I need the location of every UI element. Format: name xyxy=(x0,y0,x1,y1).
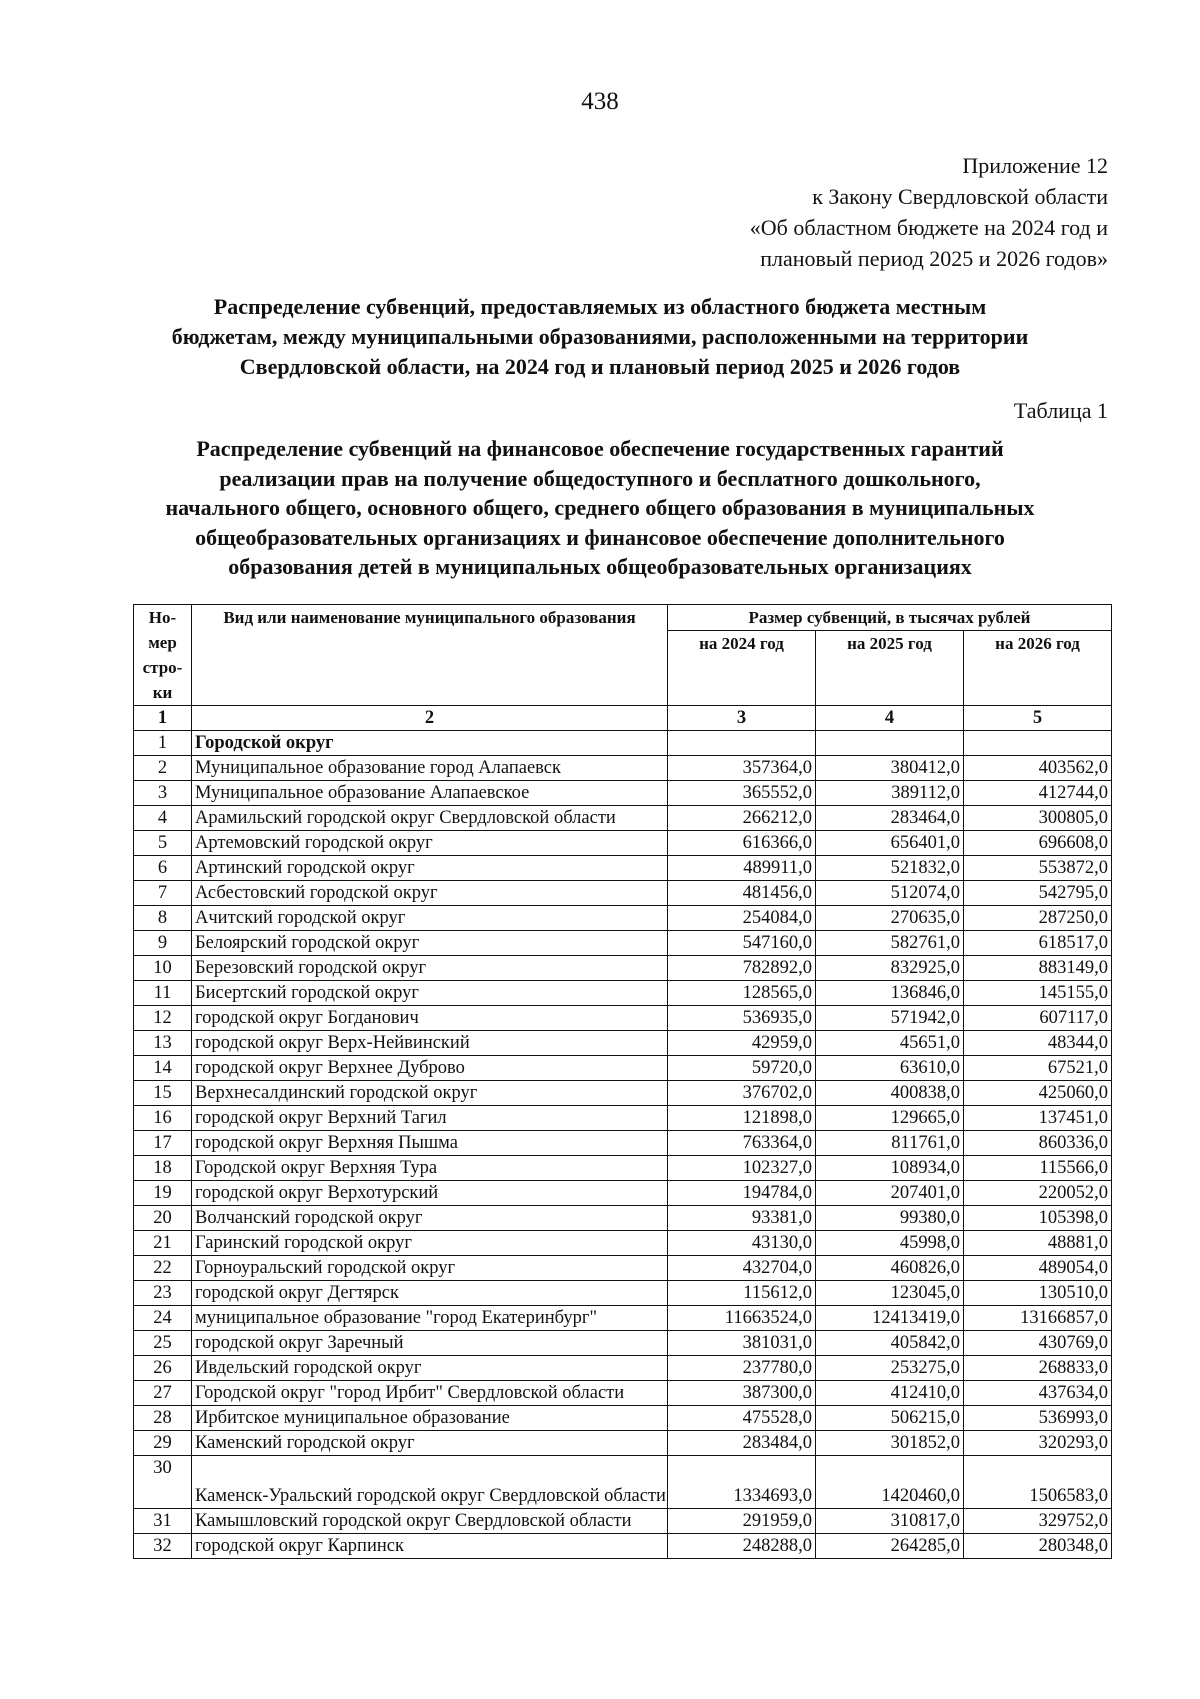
amount-2024: 115612,0 xyxy=(668,1281,816,1306)
table-row xyxy=(134,1056,1112,1081)
amount-2026: 542795,0 xyxy=(964,881,1112,906)
amount-2024: 102327,0 xyxy=(668,1156,816,1181)
amount-2025: 405842,0 xyxy=(816,1331,964,1356)
row-number: 21 xyxy=(134,1231,192,1256)
amount-2024: 121898,0 xyxy=(668,1106,816,1131)
municipality-name: Белоярский городской округ xyxy=(192,931,668,956)
amount-2024: 782892,0 xyxy=(668,956,816,981)
municipality-name: Горноуральский городской округ xyxy=(192,1256,668,1281)
subsidy-table xyxy=(133,604,1112,1559)
amount-2026: 115566,0 xyxy=(964,1156,1112,1181)
row-number: 16 xyxy=(134,1106,192,1131)
table-row xyxy=(134,1381,1112,1406)
appendix-line: к Закону Свердловской области xyxy=(812,184,1108,209)
amount-2024: 547160,0 xyxy=(668,931,816,956)
amount-2024: 763364,0 xyxy=(668,1131,816,1156)
row-number: 1 xyxy=(134,731,192,756)
row-number: 17 xyxy=(134,1131,192,1156)
header-amount-group: Размер субвенций, в тысячах рублей xyxy=(668,605,1112,631)
amount-2024: 376702,0 xyxy=(668,1081,816,1106)
amount-2024: 266212,0 xyxy=(668,806,816,831)
row-number: 13 xyxy=(134,1031,192,1056)
amount-2025: 63610,0 xyxy=(816,1056,964,1081)
amount-2024: 42959,0 xyxy=(668,1031,816,1056)
subtitle-line: образования детей в муниципальных общеобразовательных организациях xyxy=(228,554,972,579)
row-number: 25 xyxy=(134,1331,192,1356)
amount-2026: 425060,0 xyxy=(964,1081,1112,1106)
municipality-name: Гаринский городской округ xyxy=(192,1231,668,1256)
amount-2026: 489054,0 xyxy=(964,1256,1112,1281)
amount-2025: 310817,0 xyxy=(816,1509,964,1534)
header-municipality: Вид или наименование муниципального образования xyxy=(192,605,668,706)
appendix-note xyxy=(750,150,1108,274)
municipality-name: Муниципальное образование город Алапаевск xyxy=(192,756,668,781)
amount-2025: 108934,0 xyxy=(816,1156,964,1181)
amount-2026: 618517,0 xyxy=(964,931,1112,956)
amount-2025: 123045,0 xyxy=(816,1281,964,1306)
amount-2025: 512074,0 xyxy=(816,881,964,906)
title-line: бюджетам, между муниципальными образованиями, расположенными на территории xyxy=(171,324,1029,349)
amount-2025 xyxy=(816,731,964,756)
amount-2025: 460826,0 xyxy=(816,1256,964,1281)
amount-2026: 430769,0 xyxy=(964,1331,1112,1356)
table-row xyxy=(134,1081,1112,1106)
table-row xyxy=(134,1106,1112,1131)
amount-2026: 1506583,0 xyxy=(964,1456,1112,1509)
subtitle-line: Распределение субвенций на финансовое обеспечение государственных гарантий xyxy=(196,436,1004,461)
amount-2024 xyxy=(668,731,816,756)
table-row xyxy=(134,881,1112,906)
municipality-name: Городской округ Верхняя Тура xyxy=(192,1156,668,1181)
amount-2026: 320293,0 xyxy=(964,1431,1112,1456)
amount-2026: 860336,0 xyxy=(964,1131,1112,1156)
amount-2026: 287250,0 xyxy=(964,906,1112,931)
municipality-name: Артинский городской округ xyxy=(192,856,668,881)
row-number: 14 xyxy=(134,1056,192,1081)
row-number: 22 xyxy=(134,1256,192,1281)
amount-2024: 254084,0 xyxy=(668,906,816,931)
table-label: Таблица 1 xyxy=(1013,398,1108,423)
column-number: 3 xyxy=(668,706,816,731)
row-number: 6 xyxy=(134,856,192,881)
municipality-name: Артемовский городской округ xyxy=(192,831,668,856)
amount-2025: 129665,0 xyxy=(816,1106,964,1131)
appendix-line: плановый период 2025 и 2026 годов» xyxy=(760,246,1108,271)
amount-2024: 1334693,0 xyxy=(668,1456,816,1509)
amount-2024: 59720,0 xyxy=(668,1056,816,1081)
column-number: 2 xyxy=(192,706,668,731)
row-number: 2 xyxy=(134,756,192,781)
municipality-name: Бисертский городской округ xyxy=(192,981,668,1006)
municipality-name: Городской округ "город Ирбит" Свердловской области xyxy=(192,1381,668,1406)
amount-2026: 329752,0 xyxy=(964,1509,1112,1534)
page-number: 438 xyxy=(581,88,619,115)
amount-2024: 475528,0 xyxy=(668,1406,816,1431)
amount-2026 xyxy=(964,731,1112,756)
table-row xyxy=(134,1131,1112,1156)
municipality-name: Верхнесалдинский городской округ xyxy=(192,1081,668,1106)
amount-2024: 536935,0 xyxy=(668,1006,816,1031)
row-number: 24 xyxy=(134,1306,192,1331)
table-row xyxy=(134,1431,1112,1456)
municipality-name: Ачитский городской округ xyxy=(192,906,668,931)
row-number: 28 xyxy=(134,1406,192,1431)
row-number: 7 xyxy=(134,881,192,906)
municipality-name: городской округ Верхнее Дуброво xyxy=(192,1056,668,1081)
municipality-name: Камышловский городской округ Свердловской области xyxy=(192,1509,668,1534)
amount-2026: 553872,0 xyxy=(964,856,1112,881)
title-line: Распределение субвенций, предоставляемых из областного бюджета местным xyxy=(213,294,987,319)
amount-2026: 137451,0 xyxy=(964,1106,1112,1131)
amount-2024: 489911,0 xyxy=(668,856,816,881)
amount-2026: 300805,0 xyxy=(964,806,1112,831)
municipality-name: Волчанский городской округ xyxy=(192,1206,668,1231)
municipality-name: городской округ Верхний Тагил xyxy=(192,1106,668,1131)
row-number: 18 xyxy=(134,1156,192,1181)
row-number: 8 xyxy=(134,906,192,931)
appendix-line: «Об областном бюджете на 2024 год и xyxy=(749,215,1108,240)
amount-2026: 268833,0 xyxy=(964,1356,1112,1381)
table-row xyxy=(134,1206,1112,1231)
table-row xyxy=(134,831,1112,856)
municipality-name: Городской округ xyxy=(192,731,668,756)
amount-2024: 365552,0 xyxy=(668,781,816,806)
amount-2024: 93381,0 xyxy=(668,1206,816,1231)
municipality-name: Березовский городской округ xyxy=(192,956,668,981)
table-row xyxy=(134,781,1112,806)
table-row xyxy=(134,1306,1112,1331)
amount-2025: 283464,0 xyxy=(816,806,964,831)
amount-2025: 582761,0 xyxy=(816,931,964,956)
table-row xyxy=(134,1331,1112,1356)
row-number: 19 xyxy=(134,1181,192,1206)
municipality-name: городской округ Дегтярск xyxy=(192,1281,668,1306)
amount-2025: 270635,0 xyxy=(816,906,964,931)
amount-2024: 283484,0 xyxy=(668,1431,816,1456)
row-number: 4 xyxy=(134,806,192,831)
row-number: 11 xyxy=(134,981,192,1006)
amount-2024: 616366,0 xyxy=(668,831,816,856)
row-number: 20 xyxy=(134,1206,192,1231)
table-row xyxy=(134,1356,1112,1381)
row-number: 31 xyxy=(134,1509,192,1534)
amount-2025: 521832,0 xyxy=(816,856,964,881)
amount-2025: 45998,0 xyxy=(816,1231,964,1256)
amount-2024: 432704,0 xyxy=(668,1256,816,1281)
row-number: 29 xyxy=(134,1431,192,1456)
subtitle-line: общеобразовательных организациях и финансовое обеспечение дополнительного xyxy=(195,524,1005,550)
row-number: 9 xyxy=(134,931,192,956)
row-number: 32 xyxy=(134,1534,192,1559)
amount-2024: 387300,0 xyxy=(668,1381,816,1406)
amount-2025: 45651,0 xyxy=(816,1031,964,1056)
column-number: 1 xyxy=(134,706,192,731)
amount-2026: 220052,0 xyxy=(964,1181,1112,1206)
amount-2026: 437634,0 xyxy=(964,1381,1112,1406)
amount-2025: 136846,0 xyxy=(816,981,964,1006)
amount-2024: 237780,0 xyxy=(668,1356,816,1381)
municipality-name: городской округ Богданович xyxy=(192,1006,668,1031)
header-row-number: Но- мер стро- ки xyxy=(134,605,192,706)
column-numbers-row xyxy=(134,706,1112,731)
table-row xyxy=(134,981,1112,1006)
table-row xyxy=(134,856,1112,881)
table-row xyxy=(134,1534,1112,1559)
amount-2026: 536993,0 xyxy=(964,1406,1112,1431)
municipality-name: Ивдельский городской округ xyxy=(192,1356,668,1381)
municipality-name: Асбестовский городской округ xyxy=(192,881,668,906)
amount-2025: 832925,0 xyxy=(816,956,964,981)
municipality-name: городской округ Карпинск xyxy=(192,1534,668,1559)
amount-2026: 403562,0 xyxy=(964,756,1112,781)
amount-2026: 130510,0 xyxy=(964,1281,1112,1306)
amount-2026: 883149,0 xyxy=(964,956,1112,981)
row-number: 10 xyxy=(134,956,192,981)
amount-2024: 291959,0 xyxy=(668,1509,816,1534)
municipality-name: городской округ Верх-Нейвинский xyxy=(192,1031,668,1056)
municipality-name: муниципальное образование "город Екатеринбург" xyxy=(192,1306,668,1331)
amount-2026: 607117,0 xyxy=(964,1006,1112,1031)
column-number: 5 xyxy=(964,706,1112,731)
row-number: 3 xyxy=(134,781,192,806)
municipality-name: городской округ Верхотурский xyxy=(192,1181,668,1206)
amount-2024: 128565,0 xyxy=(668,981,816,1006)
table-title xyxy=(110,434,1090,582)
table-row xyxy=(134,1406,1112,1431)
document-title xyxy=(110,292,1090,382)
amount-2024: 11663524,0 xyxy=(668,1306,816,1331)
municipality-name: Каменский городской округ xyxy=(192,1431,668,1456)
table-row xyxy=(134,1456,1112,1509)
amount-2025: 12413419,0 xyxy=(816,1306,964,1331)
table-row xyxy=(134,1181,1112,1206)
amount-2026: 412744,0 xyxy=(964,781,1112,806)
amount-2024: 194784,0 xyxy=(668,1181,816,1206)
column-number: 4 xyxy=(816,706,964,731)
table-row xyxy=(134,1509,1112,1534)
table-row xyxy=(134,1031,1112,1056)
title-line: Свердловской области, на 2024 год и плановый период 2025 и 2026 годов xyxy=(239,354,961,379)
amount-2025: 811761,0 xyxy=(816,1131,964,1156)
amount-2025: 380412,0 xyxy=(816,756,964,781)
table-row xyxy=(134,1281,1112,1306)
municipality-name: городской округ Верхняя Пышма xyxy=(192,1131,668,1156)
row-number: 27 xyxy=(134,1381,192,1406)
table-row xyxy=(134,931,1112,956)
table-row xyxy=(134,731,1112,756)
amount-2025: 571942,0 xyxy=(816,1006,964,1031)
header-year-2025: на 2025 год xyxy=(816,631,964,706)
amount-2025: 389112,0 xyxy=(816,781,964,806)
table-row xyxy=(134,956,1112,981)
subtitle-line: начального общего, основного общего, среднего общего образования в муниципальных xyxy=(165,495,1035,520)
amount-2026: 13166857,0 xyxy=(964,1306,1112,1331)
row-number: 23 xyxy=(134,1281,192,1306)
amount-2026: 280348,0 xyxy=(964,1534,1112,1559)
amount-2025: 264285,0 xyxy=(816,1534,964,1559)
amount-2026: 48344,0 xyxy=(964,1031,1112,1056)
amount-2024: 357364,0 xyxy=(668,756,816,781)
municipality-name: Муниципальное образование Алапаевское xyxy=(192,781,668,806)
amount-2024: 43130,0 xyxy=(668,1231,816,1256)
amount-2026: 696608,0 xyxy=(964,831,1112,856)
table-row xyxy=(134,756,1112,781)
table-row xyxy=(134,806,1112,831)
municipality-name: Каменск-Уральский городской округ Свердловской области xyxy=(192,1456,668,1509)
amount-2026: 48881,0 xyxy=(964,1231,1112,1256)
amount-2026: 67521,0 xyxy=(964,1056,1112,1081)
header-year-2024: на 2024 год xyxy=(668,631,816,706)
table-row xyxy=(134,1006,1112,1031)
amount-2025: 99380,0 xyxy=(816,1206,964,1231)
municipality-name: Ирбитское муниципальное образование xyxy=(192,1406,668,1431)
amount-2026: 105398,0 xyxy=(964,1206,1112,1231)
amount-2025: 506215,0 xyxy=(816,1406,964,1431)
amount-2024: 248288,0 xyxy=(668,1534,816,1559)
amount-2025: 1420460,0 xyxy=(816,1456,964,1509)
amount-2025: 207401,0 xyxy=(816,1181,964,1206)
municipality-name: городской округ Заречный xyxy=(192,1331,668,1356)
amount-2025: 412410,0 xyxy=(816,1381,964,1406)
municipality-name: Арамильский городской округ Свердловской области xyxy=(192,806,668,831)
row-number: 12 xyxy=(134,1006,192,1031)
amount-2026: 145155,0 xyxy=(964,981,1112,1006)
row-number: 30 xyxy=(134,1456,192,1509)
amount-2025: 656401,0 xyxy=(816,831,964,856)
appendix-line: Приложение 12 xyxy=(962,153,1108,178)
table-row xyxy=(134,1256,1112,1281)
amount-2024: 481456,0 xyxy=(668,881,816,906)
row-number: 15 xyxy=(134,1081,192,1106)
amount-2025: 301852,0 xyxy=(816,1431,964,1456)
header-year-2026: на 2026 год xyxy=(964,631,1112,706)
table-row xyxy=(134,1156,1112,1181)
row-number: 5 xyxy=(134,831,192,856)
amount-2025: 400838,0 xyxy=(816,1081,964,1106)
table-row xyxy=(134,1231,1112,1256)
amount-2025: 253275,0 xyxy=(816,1356,964,1381)
subtitle-line: реализации прав на получение общедоступного и бесплатного дошкольного, xyxy=(219,465,981,491)
row-number: 26 xyxy=(134,1356,192,1381)
table-row xyxy=(134,906,1112,931)
amount-2024: 381031,0 xyxy=(668,1331,816,1356)
